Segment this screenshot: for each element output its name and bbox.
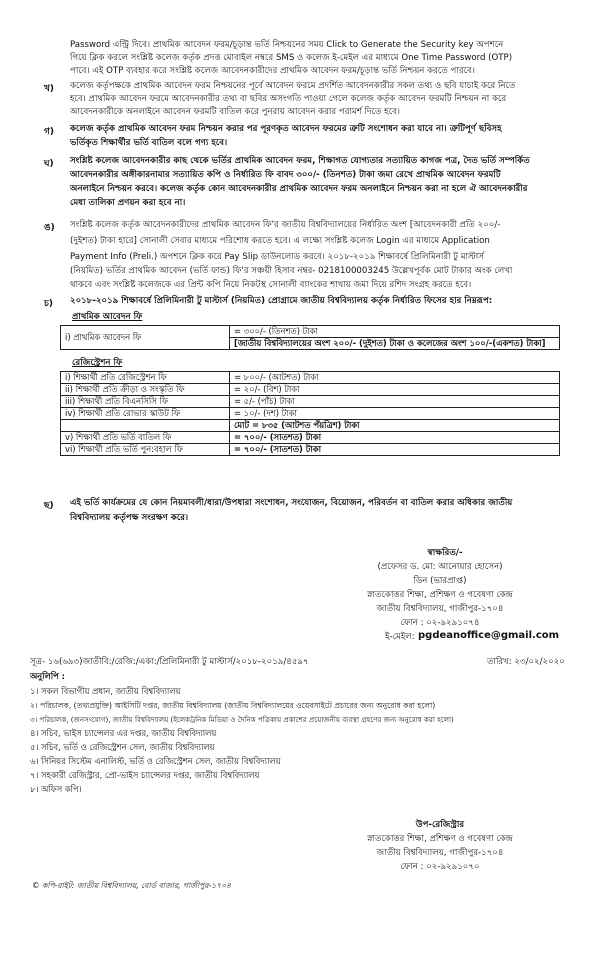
fee-row-label: vi) শিক্ষার্থী প্রতি ভর্তি পুন:বহাল ফি xyxy=(61,444,230,456)
registration-fee-heading: রেজিস্ট্রেশন ফি xyxy=(72,358,123,368)
deputy-phone: ফোন : ০২-৯২৯১০৭০ xyxy=(400,862,480,872)
item-gha-line-2: আবেদনকারীর অঙ্গীকারনামার সত্যায়িত কপি ও নির্ধারিত ফি বাবদ ৩০০/- (তিনশত) টাকা জমা রেখে প্রাথমিক আবেদন ফরমটি xyxy=(70,170,501,180)
signatory-office: স্নাতকোত্তর শিক্ষা, প্রশিক্ষণ ও গবেষণা কেন্দ্র xyxy=(367,590,513,600)
copy-item: ৪। সচিব, ভাইস চ্যান্সেলর এর দপ্তর, জাতীয় বিশ্ববিদ্যালয় xyxy=(30,728,217,738)
item-chha-line-1: এই ভর্তি কার্যক্রমের যে কোন নিয়মাবলী/ধারা/উপধারা সংশোধন, সংযোজন, বিয়োজন, পরিবর্তন বা বাতিল করার অধিকার জাতীয় xyxy=(70,498,513,508)
fee-row-label: v) শিক্ষার্থী প্রতি ভর্তি বাতিল ফি xyxy=(61,432,230,444)
application-fee-heading: প্রাথমিক আবেদন ফি xyxy=(72,312,143,322)
memo-reference: সূত্র- ১৬(৬৯৩)জাতীবি:/রেজি:/একা:/প্রিলিমিনারী টু মাস্টার্স/২০১৮-২০১৯/৪৫৯৭ xyxy=(30,657,309,667)
item-uma-line-1: সংশ্লিষ্ট কলেজ কর্তৃক আবেদনকারীদের প্রাথমিক আবেদন ফি'র জাতীয় বিশ্ববিদ্যালয়ের নির্ধারিত অংশ [আবেদনকারী প্রতি ২০০/- xyxy=(70,220,501,230)
item-ga-label: গ) xyxy=(44,127,55,137)
copy-heading: অনুলিপি : xyxy=(30,671,65,681)
deputy-registrar-title: উপ-রেজিস্ট্রার xyxy=(415,820,465,830)
item-kha-label: খ) xyxy=(44,84,55,94)
table-row xyxy=(61,326,560,338)
fee-row-amount: = ১০/- (দশ) টাকা xyxy=(230,408,560,420)
table-row xyxy=(61,396,560,408)
deputy-office: স্নাতকোত্তর শিক্ষা, প্রশিক্ষণ ও গবেষণা কেন্দ্র xyxy=(367,834,513,844)
signatory-phone: ফোন : ০২-৯২৯১০৭৪ xyxy=(400,618,480,628)
fee-row-amount: = ৭০০/- (সাতশত) টাকা xyxy=(230,432,560,444)
item-kha-line-1: কলেজ কর্তৃপক্ষকে প্রাথমিক আবেদন ফরম নিশ্চয়নের পূর্বে আবেদন ফরমে প্রদর্শিত আবেদনকারীর সকল তথ্য ও ছবি যাচাই করে নিতে xyxy=(70,81,516,91)
item-gha-line-4: মেধা তালিকা প্রণয়ন করা হবে না। xyxy=(70,198,186,208)
item-uma-label: ঙ) xyxy=(44,223,55,233)
fee-row-label: iv) শিক্ষার্থী প্রতি রোভার স্কাউট ফি xyxy=(61,408,230,420)
item-chha-label: ছ) xyxy=(44,501,54,511)
memo-date: তারিখ: ২৩/০২/২০২০ xyxy=(487,657,565,667)
fee-row-amount: = ৭০০/- (সাতশত) টাকা xyxy=(230,444,560,456)
item-uma-line-5: থাকবে এবং সংশ্লিষ্ট কলেজকে এর প্রিন্ট কপি নিয়ে নিকটস্থ সোনালী ব্যাংকের শাখায় জমা দিয়ে রশিদ সংগ্রহ করতে হবে। xyxy=(70,280,472,290)
copy-item: ৩। পরিচালক, (জনসংযোগ), জাতীয় বিশ্ববিদ্যালয় (ইলেকট্রনিক মিডিয়া ও দৈনিক পত্রিকায় প্রকাশের প্রয়োজনীয় ব্যবস্থা গ্রহণের জন্য অনুরোধ করা হলো) xyxy=(30,715,454,724)
item-ga-line-2: ভর্তিকৃত শিক্ষার্থীর ভর্তি বাতিল বলে গণ্য হবে। xyxy=(70,138,228,148)
application-fee-amount: = ৩০০/- (তিনশত) টাকা xyxy=(230,326,560,338)
fee-row-label: iii) শিক্ষার্থী প্রতি বিএনসিসি ফি xyxy=(61,396,230,408)
copy-item: ১। সকল বিভাগীয় প্রধান, জাতীয় বিশ্ববিদ্যালয় xyxy=(30,686,181,696)
copy-item: ৫। সচিব, ভর্তি ও রেজিস্ট্রেশন সেল, জাতীয় বিশ্ববিদ্যালয় xyxy=(30,742,215,752)
item-gha-line-1: সংশ্লিষ্ট কলেজ আবেদনকারীর কাছ থেকে ভর্তির প্রাথমিক আবেদন ফরম, শিক্ষাগত যোগ্যতার সত্যায়িত কাগজ পত্র, দৈত ভর্তি সম্পর্কিত xyxy=(70,156,530,166)
table-row xyxy=(61,444,560,456)
signatory-university: জাতীয় বিশ্ববিদ্যালয়, গাজীপুর-১৭০৪ xyxy=(376,604,504,614)
fee-row-amount: = ৮০০/- (আটশত) টাকা xyxy=(230,372,560,384)
signatory-name: (প্রফেসর ড. মো: আনোয়ার হোসেন) xyxy=(377,562,503,572)
table-row xyxy=(61,372,560,384)
item-ga-line-1: কলেজ কর্তৃক প্রাথমিক আবেদন ফরম নিশ্চয়ন করার পর পূরণকৃত আবেদন ফরমের ত্রুটি সংশোধন করা যাবে না। ত্রুটিপূর্ণ ছবিসহ xyxy=(70,124,502,134)
signatory-email-label: ই-মেইল: xyxy=(385,632,415,642)
item-kha-line-3: আবেদনকারীকে অনলাইনে আবেদন ফরমটি বাতিল করে পুনরায় আবেদন করার পরামর্শ দিতে হবে। xyxy=(70,107,400,117)
item-uma-line-4: (নিয়মিত) ভর্তির প্রাথমিক আবেদন (ভর্তি ফান্ড) ফি'র সঞ্চয়ী হিসাব নম্বর- 0218100003245 উল্লেখপূর্বক মোট টাকার অংক লেখা xyxy=(70,266,513,276)
item-cha-label: চ) xyxy=(44,299,53,309)
copy-item: ৬। সিনিয়র সিস্টেম এনালিস্ট, ভর্তি ও রেজিস্ট্রেশন সেল, জাতীয় বিশ্ববিদ্যালয় xyxy=(30,756,281,766)
table-row xyxy=(61,384,560,396)
application-fee-label: i) প্রাথমিক আবেদন ফি xyxy=(61,326,230,350)
para-top-line-2: গিয়ে ক্লিক করলে সংশ্লিষ্ট কলেজ কর্তৃক প্রদত্ত মোবাইল নম্বরে SMS ও কলেজ ই-মেইল এর মাধ্যমে One Time Password (OTP) xyxy=(70,53,513,63)
table-row xyxy=(61,420,560,432)
registration-total: মোট = ৮৩৫ (আটশত পঁয়ত্রিশ) টাকা xyxy=(230,420,560,432)
copy-item: ৮। অফিস কপি। xyxy=(30,784,82,794)
fee-row-label: i) শিক্ষার্থী প্রতি রেজিস্ট্রেশন ফি xyxy=(61,372,230,384)
copy-item: ৭। সহকারী রেজিস্ট্রার, প্রো-ভাইস চ্যান্সেলর দপ্তর, জাতীয় বিশ্ববিদ্যালয় xyxy=(30,770,260,780)
table-row xyxy=(61,408,560,420)
item-uma-line-3: Payment Info (Preli.) অপশনে ক্লিক করে Pay Slip ডাউনলোড করবে। ২০১৮-২০১৯ শিক্ষাবর্ষে প্রিলিমিনারী টু মাস্টার্স xyxy=(70,252,484,262)
deputy-university: জাতীয় বিশ্ববিদ্যালয়, গাজীপুর-১৭০৪ xyxy=(376,848,504,858)
signed-mark: স্বাক্ষরিত/- xyxy=(427,548,463,558)
application-fee-table xyxy=(60,325,560,350)
para-top-line-3: পাবে। এই OTP ব্যবহার করে সংশ্লিষ্ট কলেজ আবেদনকারীদের প্রাথমিক আবেদন ফরম/চূড়ান্ত ভর্তি নিশ্চয়ন করতে পারবে। xyxy=(70,66,475,76)
application-fee-split: [জাতীয় বিশ্ববিদ্যালয়ের অংশ ২০০/- (দুইশত) টাকা ও কলেজের অংশ ১০০/-(একশত) টাকা] xyxy=(230,338,560,350)
fee-row-label: ii) শিক্ষার্থী প্রতি ক্রীড়া ও সংস্কৃতি ফি xyxy=(61,384,230,396)
signatory-title: ডিন (ভারপ্রাপ্ত) xyxy=(413,576,467,586)
copyright-footer: © কপি-রাইট: জাতীয় বিশ্ববিদ্যালয়, বোর্ড বাজার, গাজীপুর-১৭০৪ xyxy=(32,881,231,890)
fee-row-amount: = ৫/- (পাঁচ) টাকা xyxy=(230,396,560,408)
registration-fee-table xyxy=(60,371,560,456)
item-kha-line-2: হবে। প্রাথমিক আবেদন ফরমে আবেদনকারীর তথ্য বা ছবির অসংগতি পাওয়া গেলে কলেজ কর্তৃক আবেদন ফরমটি নিশ্চয়ন না করে xyxy=(70,94,507,104)
table-row xyxy=(61,432,560,444)
item-cha-line-1: ২০১৮-২০১৯ শিক্ষাবর্ষে প্রিলিমিনারী টু মাস্টার্স (নিয়মিত) প্রোগ্রামে জাতীয় বিশ্ববিদ্যালয় কর্তৃক নির্ধারিত ফিসের হার নিম্নরূপ: xyxy=(70,296,493,306)
item-gha-line-3: অনলাইনে নিশ্চয়ন করবে। কলেজ কর্তৃক কোন আবেদনকারীর প্রাথমিক আবেদন ফরম অনলাইনে নিশ্চয়ন করা না হলে ঐ আবেদনকারীর xyxy=(70,184,528,194)
item-chha-line-2: বিশ্ববিদ্যালয় কর্তৃপক্ষ সংরক্ষণ করে। xyxy=(70,513,189,523)
item-gha-label: ঘ) xyxy=(44,159,54,169)
signatory-email[interactable]: pgdeanoffice@gmail.com xyxy=(418,630,560,641)
item-uma-line-2: (দুইশত) টাকা হারে] সোনালী সেবার মাধ্যমে পরিশোধ করতে হবে। এ লক্ষ্যে সংশ্লিষ্ট কলেজ Login এর মাধ্যমে Application xyxy=(70,236,490,246)
para-top-line-1: Password এন্ট্রি দিবে। প্রাথমিক আবেদন ফরম/চূড়ান্ত ভর্তি নিশ্চয়নের সময় Click to Generate the Security key অপশনে xyxy=(70,40,504,50)
fee-row-empty xyxy=(61,420,230,432)
copy-item: ২। পরিচালক, (তথ্যপ্রযুক্তি) আইসিটি দপ্তর, জাতীয় বিশ্ববিদ্যালয় (জাতীয় বিশ্ববিদ্যালয়ের ওয়েবসাইটে প্রচারের জন্য অনুরোধ করা হলো) xyxy=(30,701,436,710)
fee-row-amount: = ২০/- (বিশ) টাকা xyxy=(230,384,560,396)
